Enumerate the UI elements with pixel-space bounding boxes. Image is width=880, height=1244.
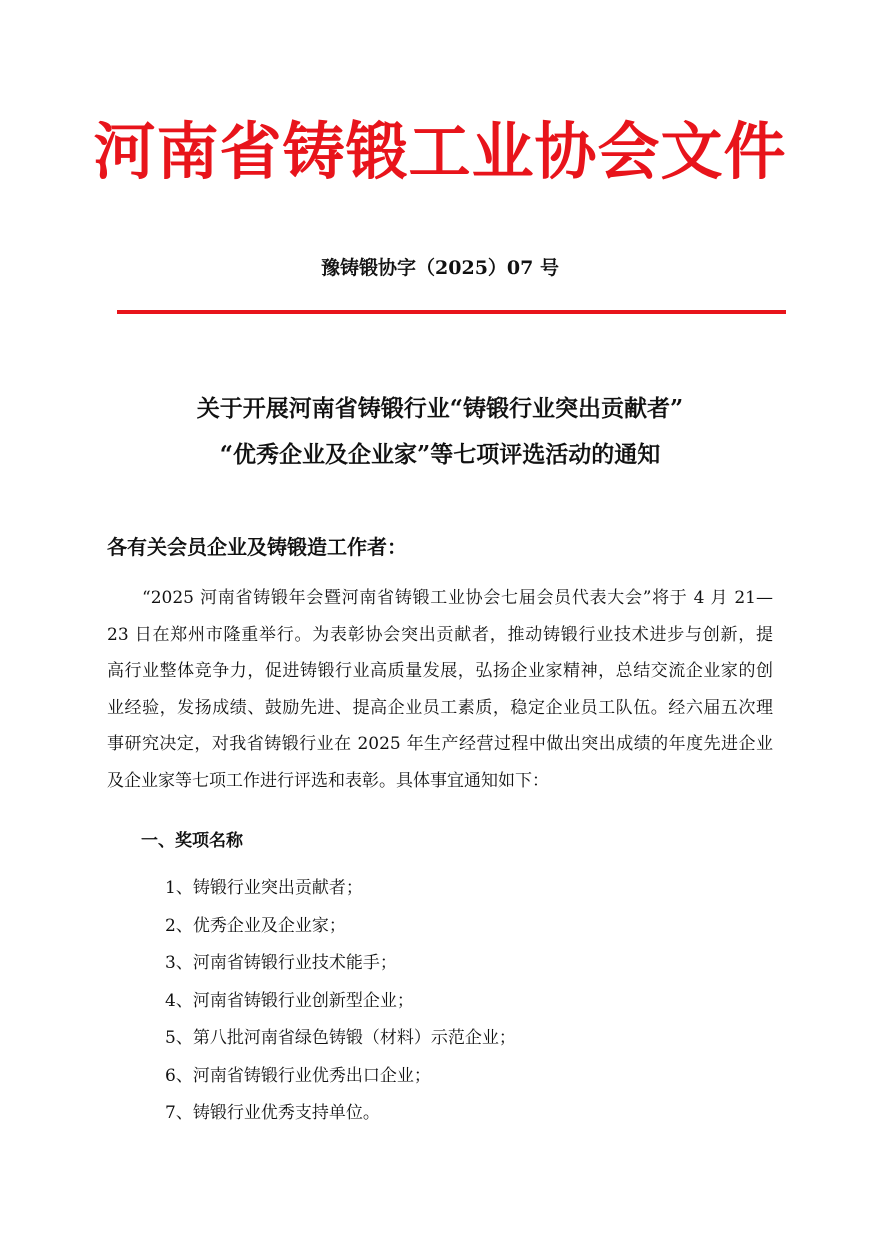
- body-line: 高行业整体竞争力，促进铸锻行业高质量发展，弘扬企业家精神，总结交流企业家的创: [107, 661, 773, 681]
- body-line: “2025 河南省铸锻年会暨河南省铸锻工业协会七届会员代表大会”将于 4 月 21—: [142, 588, 773, 608]
- notice-title-line-1: 关于开展河南省铸锻行业“铸锻行业突出贡献者”: [196, 395, 684, 422]
- body-line: 业经验，发扬成绩、鼓励先进、提高企业员工素质，稳定企业员工队伍。经六届五次理: [107, 697, 773, 718]
- body-line: 事研究决定，对我省铸锻行业在 2025 年生产经营过程中做出突出成绩的年度先进企业: [107, 734, 773, 754]
- section-heading-award-names: 一、奖项名称: [141, 831, 243, 851]
- red-header-title: 河南省铸锻工业协会文件: [93, 115, 787, 188]
- body-line: 及企业家等七项工作进行评选和表彰。具体事宜通知如下：: [107, 770, 549, 791]
- award-item: 7、铸锻行业优秀支持单位。: [165, 1103, 380, 1123]
- award-item: 3、河南省铸锻行业技术能手；: [165, 953, 397, 973]
- notice-title-line-2: “优秀企业及企业家”等七项评选活动的通知: [219, 441, 661, 468]
- award-item: 1、铸锻行业突出贡献者；: [165, 878, 363, 898]
- body-paragraph: [107, 580, 773, 799]
- award-list: [165, 870, 516, 1133]
- notice-title: [0, 386, 880, 478]
- red-divider-line: [117, 310, 786, 314]
- award-item: 6、河南省铸锻行业优秀出口企业；: [165, 1065, 431, 1086]
- body-line: 23 日在郑州市隆重举行。为表彰协会突出贡献者，推动铸锻行业技术进步与创新，提: [107, 624, 773, 645]
- award-item: 4、河南省铸锻行业创新型企业；: [165, 990, 414, 1011]
- salutation: 各有关会员企业及铸锻造工作者：: [107, 535, 407, 559]
- award-item: 2、优秀企业及企业家；: [165, 915, 346, 936]
- document-number: 豫铸锻协字（2025）07 号: [321, 257, 559, 279]
- award-item: 5、第八批河南省绿色铸锻（材料）示范企业；: [165, 1028, 516, 1048]
